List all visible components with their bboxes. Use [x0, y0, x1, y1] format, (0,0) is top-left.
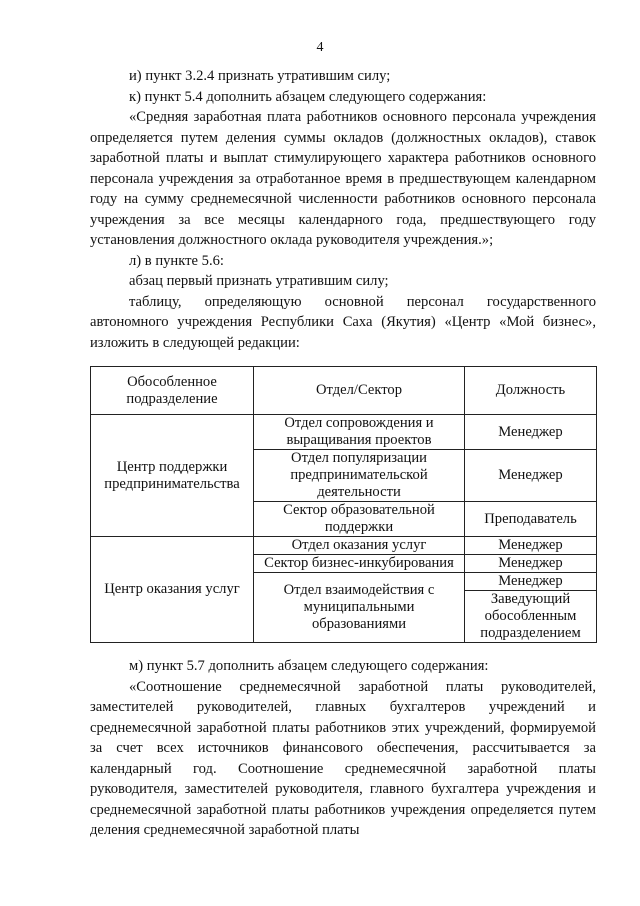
table-header-row [91, 367, 597, 415]
paragraph-item-l: л) в пункте 5.6: [129, 252, 224, 269]
text-block-bottom [90, 656, 596, 841]
header-unit: Обособленное подразделение [91, 367, 254, 415]
paragraph-item-k: к) пункт 5.4 дополнить абзацем следующего содержания: [129, 88, 487, 105]
position-cell: Заведующий обособленным подразделением [465, 591, 597, 643]
dept-cell: Отдел сопровождения и выращивания проектов [254, 415, 465, 450]
paragraph-quote-5-7: «Соотношение среднемесячной заработной платы руководителей, заместителей руководителей, главных бухгалтеров учреждений и среднемесячной заработной платы работников этих учреждений, формируемой за счет всех источников финансового обеспечения, рассчитывается за календарный год. Соотношение среднемесячной заработной платы руководителя, заместителей руководителя, главного бухгалтера учреждения и среднемесячной заработной платы работников учреждения определяется путем деления среднемесячной заработной платы [90, 678, 596, 838]
paragraph-abzac: абзац первый признать утратившим силу; [129, 273, 389, 289]
dept-cell: Отдел оказания услуг [254, 537, 465, 555]
position-cell: Менеджер [465, 573, 597, 591]
header-position: Должность [465, 367, 597, 415]
position-cell: Менеджер [465, 450, 597, 502]
paragraph-item-m: м) пункт 5.7 дополнить абзацем следующего содержания: [129, 658, 489, 674]
unit-cell-support: Центр поддержки предпринимательства [91, 415, 254, 537]
paragraph-item-i: и) пункт 3.2.4 признать утратившим силу; [129, 68, 391, 84]
dept-cell: Отдел популяризации предпринимательской деятельности [254, 450, 465, 502]
paragraph-table-intro: таблицу, определяющую основной персонал государственного автономного учреждения Республики Саха (Якутия) «Центр «Мой бизнес», изложить в следующей редакции: [90, 293, 596, 351]
dept-cell: Отдел взаимодействия с муниципальными образованиями [254, 573, 465, 643]
header-dept: Отдел/Сектор [254, 367, 465, 415]
paragraph-quote-5-4: «Средняя заработная плата работников основного персонала учреждения определяется путем деления суммы окладов (должностных окладов), ставок заработной платы и выплат стимулирующего характера работников основного персонала учреждения за отработанное время в предшествующем календарном году на сумму среднемесячной численности работников основного персонала учреждения за все месяцы календарного года, предшествующего году установления должностного оклада руководителя учреждения.»; [90, 109, 596, 248]
position-cell: Менеджер [465, 555, 597, 573]
page-number: 4 [316, 40, 324, 55]
dept-cell: Сектор образовательной поддержки [254, 502, 465, 537]
unit-cell-services: Центр оказания услуг [91, 537, 254, 643]
position-cell: Менеджер [465, 537, 597, 555]
position-cell: Преподаватель [465, 502, 597, 537]
table-row [91, 537, 597, 555]
table-row [91, 415, 597, 450]
personnel-table [90, 366, 597, 643]
dept-cell: Сектор бизнес-инкубирования [254, 555, 465, 573]
position-cell: Менеджер [465, 415, 597, 450]
text-block-top [90, 66, 596, 353]
